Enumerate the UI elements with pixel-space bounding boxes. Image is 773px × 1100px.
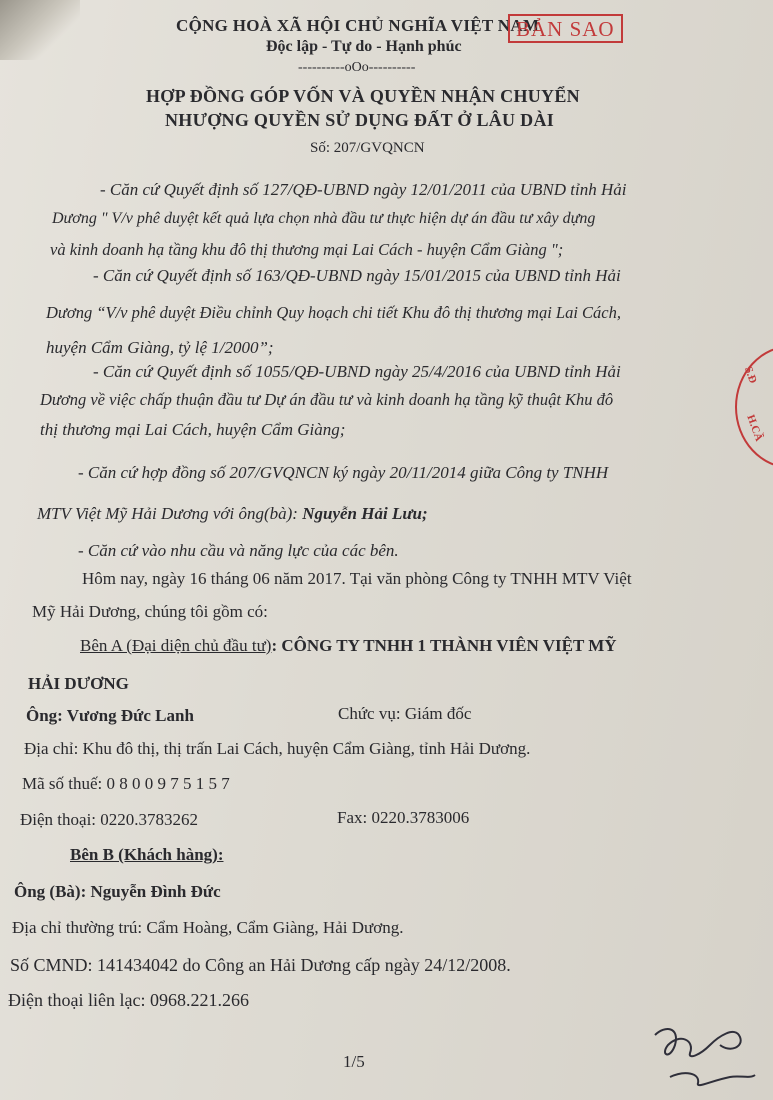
basis-1-line3: và kinh doanh hạ tầng khu đô thị thương mại Lai Cách - huyện Cẩm Giàng "; <box>50 240 564 259</box>
party-b-phone: Điện thoại liên lạc: 0968.221.266 <box>8 990 249 1010</box>
party-b-label: Bên B (Khách hàng): <box>70 845 224 864</box>
header-decoration: ----------oOo---------- <box>298 60 416 75</box>
party-b-id-number: Số CMND: 141434042 do Công an Hải Dương cấp ngày 24/12/2008. <box>10 955 511 975</box>
basis-4-line1: - Căn cứ hợp đồng số 207/GVQNCN ký ngày 20/11/2014 giữa Công ty TNHH <box>78 463 609 482</box>
handwritten-signature <box>640 1015 760 1095</box>
seal-text-bottom: H.CẦ <box>744 413 765 443</box>
contract-title-line2: NHƯỢNG QUYỀN SỬ DỤNG ĐẤT Ở LÂU DÀI <box>165 110 555 130</box>
party-a-company-line2: HẢI DƯƠNG <box>28 674 129 693</box>
contract-number: Số: 207/GVQNCN <box>310 140 425 156</box>
party-a-phone: Điện thoại: 0220.3783262 <box>20 810 199 829</box>
basis-2-line1: - Căn cứ Quyết định số 163/QĐ-UBND ngày 15/01/2015 của UBND tỉnh Hải <box>93 266 621 285</box>
seal-text-top: S.Đ <box>741 365 759 385</box>
party-b-address: Địa chỉ thường trú: Cẩm Hoàng, Cẩm Giàng, Hải Dương. <box>12 918 404 937</box>
party-a-tax-code: Mã số thuế: 0 8 0 0 9 7 5 1 5 7 <box>22 774 230 793</box>
red-seal <box>735 345 773 469</box>
basis-3-line1: - Căn cứ Quyết định số 1055/QĐ-UBND ngày 25/4/2016 của UBND tỉnh Hải <box>93 362 621 381</box>
intro-line1: Hôm nay, ngày 16 tháng 06 năm 2017. Tại văn phòng Công ty TNHH MTV Việt <box>82 569 632 588</box>
previous-party-name: Nguyễn Hải Lưu; <box>302 504 428 523</box>
party-a-representative: Ông: Vương Đức Lanh <box>26 706 194 725</box>
basis-3-line2: Dương về việc chấp thuận đầu tư Dự án đầu tư và kinh doanh hạ tầng kỹ thuật Khu đô <box>40 390 614 409</box>
copy-stamp: BẢN SAO <box>508 14 623 43</box>
national-motto: Độc lập - Tự do - Hạnh phúc <box>266 38 462 55</box>
party-a-position: Chức vụ: Giám đốc <box>338 704 472 723</box>
party-a-fax: Fax: 0220.3783006 <box>337 808 470 827</box>
basis-5: - Căn cứ vào nhu cầu và năng lực của các bên. <box>78 541 399 560</box>
basis-3-line3: thị thương mại Lai Cách, huyện Cẩm Giàng; <box>40 420 346 439</box>
basis-2-line2: Dương “V/v phê duyệt Điều chỉnh Quy hoạch chi tiết Khu đô thị thương mại Lai Cách, <box>46 303 621 322</box>
intro-line2: Mỹ Hải Dương, chúng tôi gồm có: <box>32 602 268 621</box>
party-a-label: Bên A (Đại diện chủ đầu tư) <box>80 636 272 655</box>
party-a-heading <box>80 636 617 656</box>
basis-1-line1: - Căn cứ Quyết định số 127/QĐ-UBND ngày 12/01/2011 của UBND tỉnh Hải <box>100 180 627 199</box>
basis-2-line3: huyện Cẩm Giàng, tỷ lệ 1/2000”; <box>46 338 274 357</box>
party-a-address: Địa chỉ: Khu đô thị, thị trấn Lai Cách, huyện Cẩm Giàng, tỉnh Hải Dương. <box>24 739 531 758</box>
page-corner-shadow <box>0 0 80 60</box>
contract-title-line1: HỢP ĐỒNG GÓP VỐN VÀ QUYỀN NHẬN CHUYỂN <box>146 86 580 106</box>
party-a-company-line1: : CÔNG TY TNHH 1 THÀNH VIÊN VIỆT MỸ <box>271 636 617 655</box>
page-number: 1/5 <box>343 1052 365 1071</box>
basis-4-text: MTV Việt Mỹ Hải Dương với ông(bà): <box>37 504 303 523</box>
basis-4-line2 <box>37 504 428 524</box>
basis-1-line2: Dương " V/v phê duyệt kết quả lựa chọn nhà đầu tư thực hiện dự án đầu tư xây dựng <box>52 210 596 227</box>
party-b-name: Ông (Bà): Nguyễn Đình Đức <box>14 882 221 901</box>
national-title: CỘNG HOÀ XÃ HỘI CHỦ NGHĨA VIỆT NAM <box>176 16 540 35</box>
